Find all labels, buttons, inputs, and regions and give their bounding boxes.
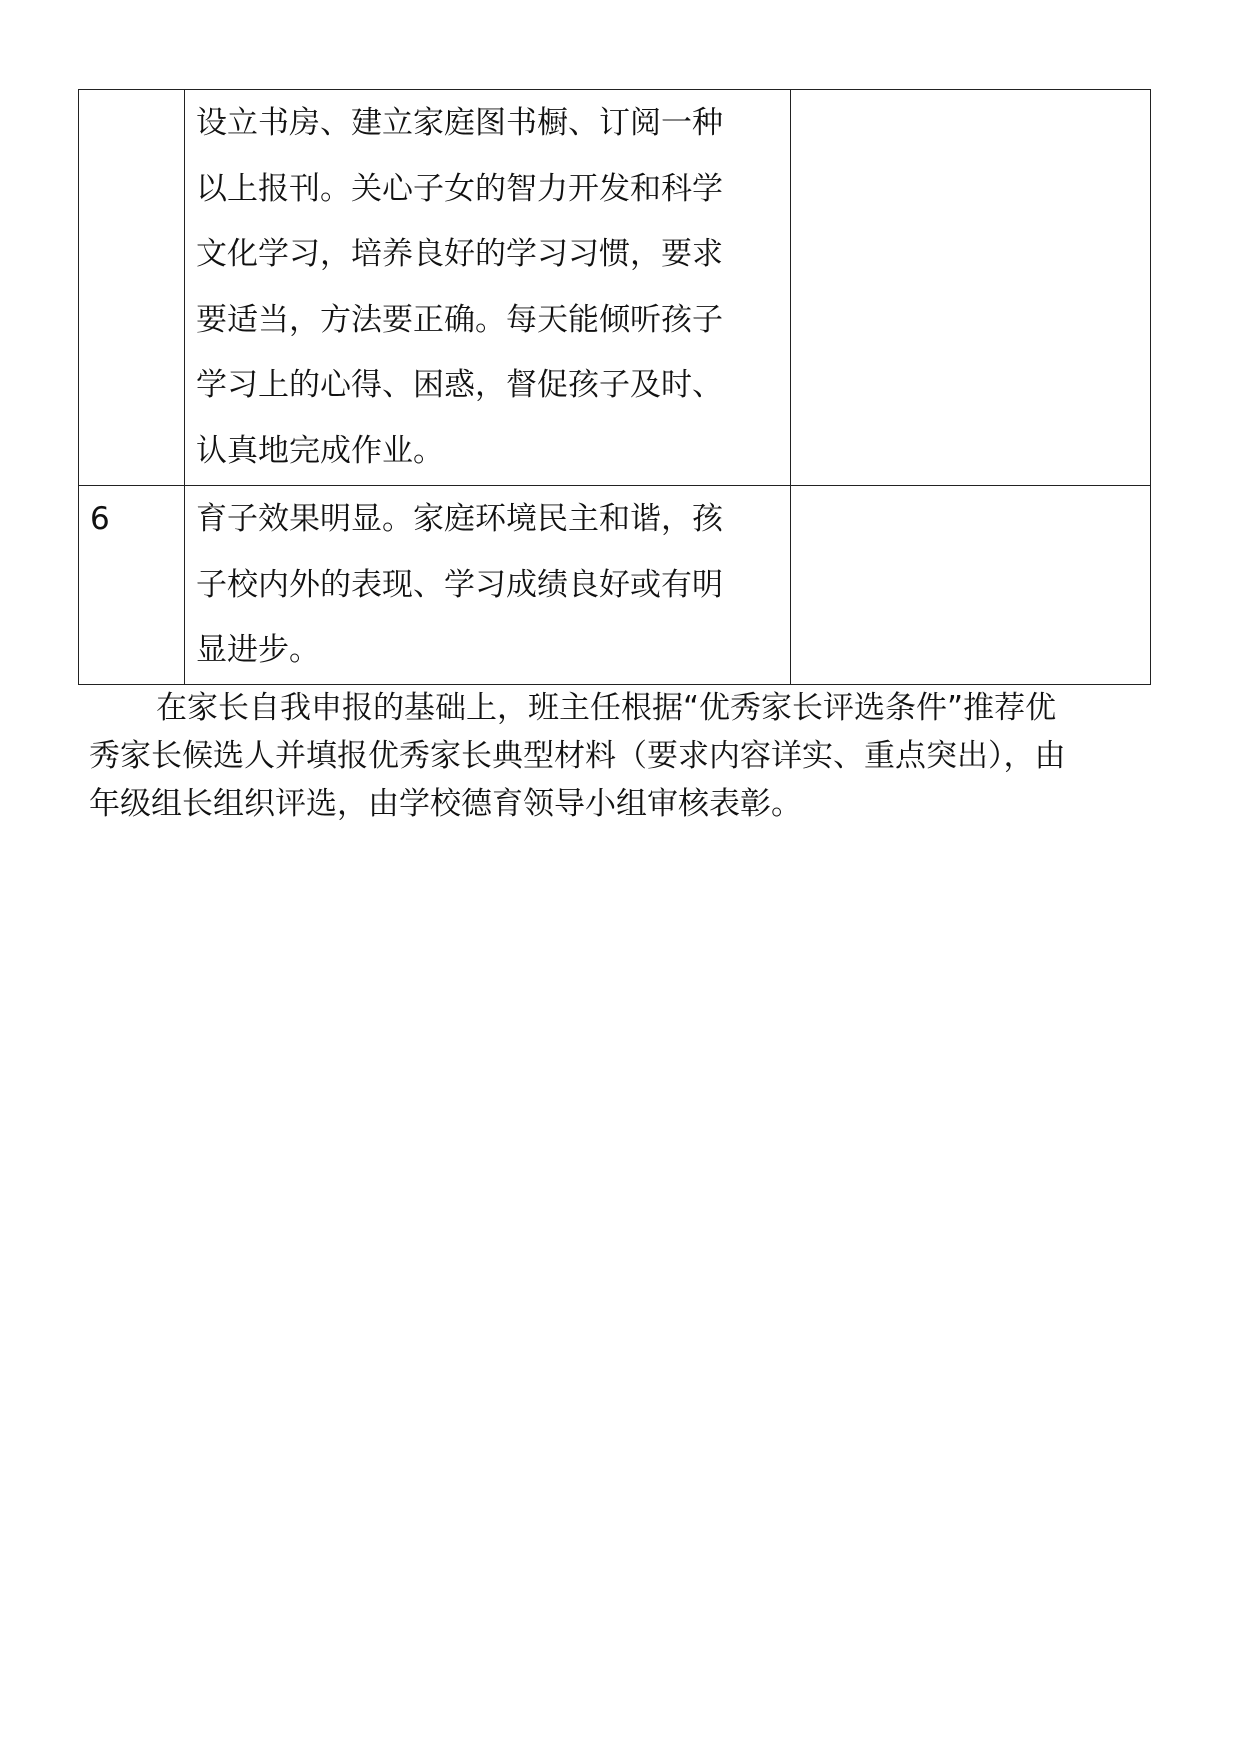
description-line: 认真地完成作业。	[196, 432, 444, 469]
table-row	[79, 90, 1151, 486]
row-remark-cell	[791, 90, 1151, 486]
description-line: 设立书房、建立家庭图书橱、订阅一种	[196, 105, 723, 141]
description-line: 育子效果明显。家庭环境民主和谐，孩	[196, 501, 723, 537]
paragraph-line: 在家长自我申报的基础上，班主任根据“优秀家长评选条件”推荐优	[156, 690, 1057, 726]
body-paragraph	[89, 684, 1169, 828]
row-number: 6	[90, 501, 110, 537]
row-number-cell	[79, 486, 185, 685]
description-line: 学习上的心得、困惑，督促孩子及时、	[196, 367, 723, 403]
paragraph-line: 秀家长候选人并填报优秀家长典型材料（要求内容详实、重点突出），由	[89, 738, 1066, 774]
description-line: 文化学习，培养良好的学习习惯，要求	[196, 236, 723, 272]
description-line: 显进步。	[196, 632, 320, 668]
table-row	[79, 486, 1151, 685]
description-line: 子校内外的表现、学习成绩良好或有明	[196, 566, 723, 603]
paragraph-line: 年级组长组织评选，由学校德育领导小组审核表彰。	[89, 786, 802, 822]
description-line: 要适当，方法要正确。每天能倾听孩子	[196, 301, 723, 338]
row-remark-cell	[791, 486, 1151, 685]
criteria-table	[78, 89, 1151, 685]
row-description-cell	[185, 486, 791, 685]
row-number-cell	[79, 90, 185, 486]
description-line: 以上报刊。关心子女的智力开发和科学	[196, 170, 723, 207]
row-description-cell	[185, 90, 791, 486]
